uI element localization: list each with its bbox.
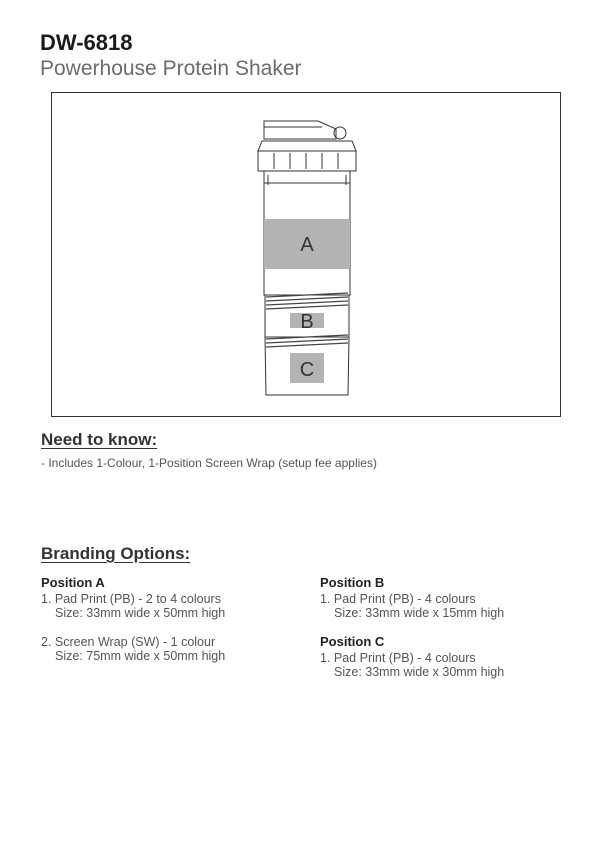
label-b: B <box>300 311 314 333</box>
shaker-illustration <box>52 93 562 418</box>
position-a-title: Position A <box>41 575 105 590</box>
need-to-know-note: - Includes 1-Colour, 1-Position Screen Wrap (setup fee applies) <box>41 456 377 470</box>
position-a-option-2: 2. Screen Wrap (SW) - 1 colour <box>41 635 216 649</box>
label-a: A <box>300 234 314 256</box>
shaker-lid <box>264 121 336 139</box>
position-b-block <box>320 576 504 620</box>
product-code: DW-6818 <box>40 30 133 55</box>
position-c-title: Position C <box>320 634 385 649</box>
position-a-block <box>41 576 225 663</box>
position-b-title: Position B <box>320 575 385 590</box>
product-name: Powerhouse Protein Shaker <box>40 57 302 80</box>
label-c: C <box>299 359 315 381</box>
position-c-option-1: 1. Pad Print (PB) - 4 colours <box>320 651 476 665</box>
product-diagram <box>51 92 561 417</box>
position-b-option-1: 1. Pad Print (PB) - 4 colours <box>320 592 476 606</box>
position-c-block <box>320 635 504 679</box>
need-to-know-heading: Need to know: <box>41 430 158 449</box>
position-a-option-1-size: Size: 33mm wide x 50mm high <box>55 606 226 620</box>
position-c-option-1-size: Size: 33mm wide x 30mm high <box>334 665 505 679</box>
position-a-option-2-size: Size: 75mm wide x 50mm high <box>55 649 226 663</box>
shaker-cap <box>258 151 356 171</box>
position-a-option-1: 1. Pad Print (PB) - 2 to 4 colours <box>41 592 221 606</box>
position-b-option-1-size: Size: 33mm wide x 15mm high <box>334 606 505 620</box>
branding-options-heading: Branding Options: <box>41 544 191 563</box>
